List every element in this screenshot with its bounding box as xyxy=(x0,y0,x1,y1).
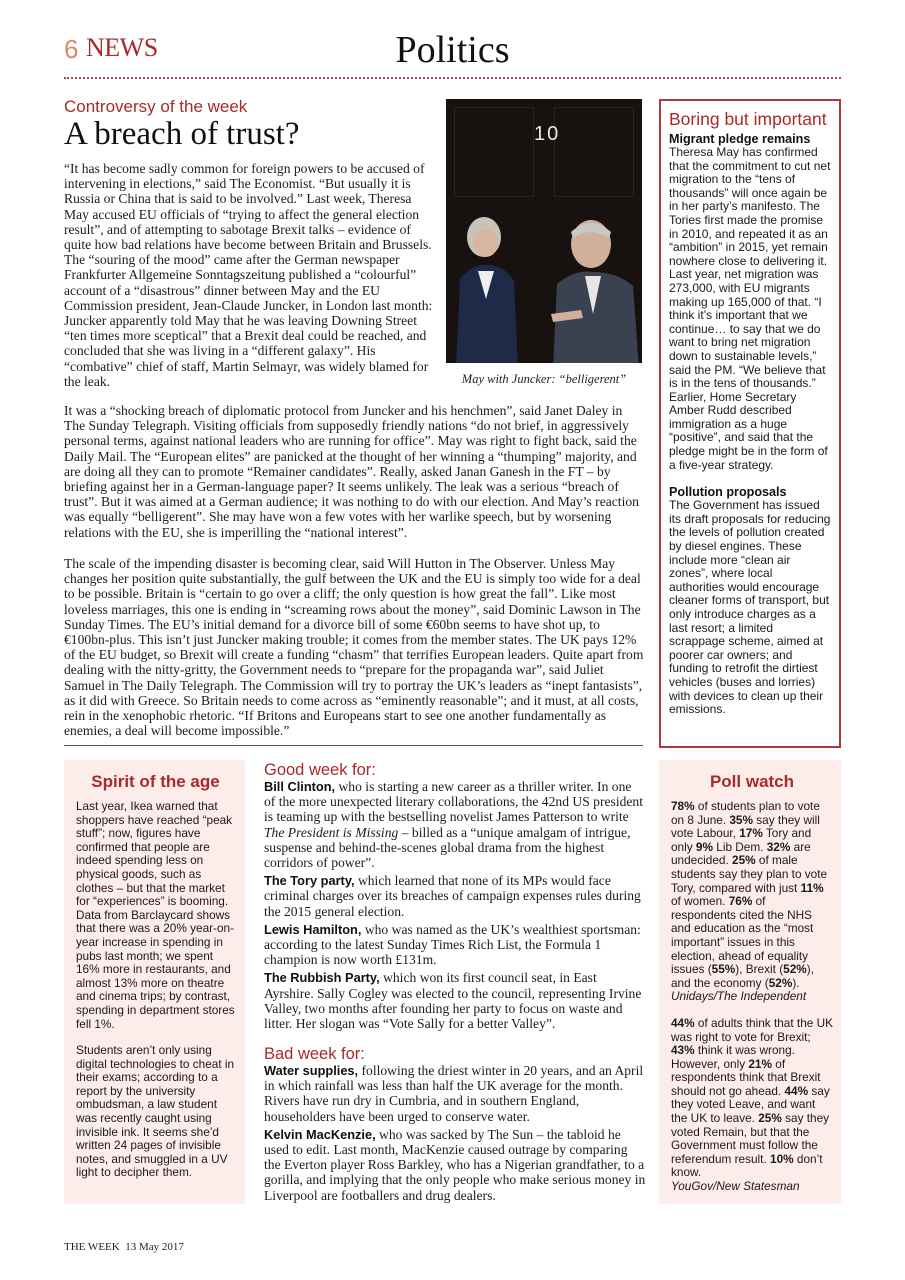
item-text: The Government has issued its draft proposals for reducing the levels of pollution created by diesel engines. These include more “clean air zones”, where local authorities would encourage cleaner forms of transport, but only introduce charges as a last resort; a limited scrappage scheme, aimed at poorer car owners; and funding to retrofit the dirtiest vehicles (buses and lorries) with devices to clean up their emissions. xyxy=(669,498,831,717)
page-header xyxy=(64,28,841,80)
article-kicker: Controversy of the week xyxy=(64,97,248,116)
theresa-may-figure xyxy=(452,209,522,363)
item-name: The Tory party, xyxy=(264,873,355,889)
item-text: Theresa May has confirmed that the commitment to cut net migration to the “tens of thousands” will once again be in her party’s manifesto. The Tories first made the promise in 2010, and repeated it as an “ambition” in 2015, yet remain nowhere close to delivering it. Last year, net migration was 273,000, with EU migrants making up 165,000 of that. “I think it’s important that we continue… to say that we do want to bring net migration down to sustainable levels,” said the PM. “We believe that is in the tens of thousands.” Earlier, Home Secretary Amber Rudd described immigration as a huge “positive”, and said that the pledge might be in the form of a five-year strategy. xyxy=(669,145,831,472)
item-text: following the driest winter in 20 years, and an April in which rainfall was less than half the UK average for the month. Rivers have run dry in Cumbria, and in southern England, householders have been urged to conserve water. xyxy=(264,1063,644,1124)
juncker-figure xyxy=(551,214,641,363)
article-divider xyxy=(64,745,643,746)
page-number: 6 xyxy=(64,34,79,64)
list-item xyxy=(264,873,646,919)
item-name: Kelvin MacKenzie, xyxy=(264,1126,376,1142)
page-footer xyxy=(64,1241,184,1253)
page-title: Politics xyxy=(395,29,510,71)
article-paragraph-1: “It has become sadly common for foreign powers to be accused of intervening in elections,” said The Economist. “But usually it is Russia or China that is said to be involved.” Last week, Theresa May accused EU officials of “trying to affect the general election result”, and of attempting to sabotage Brexit talks – evidence of quite how bad relations have become between Britain and Brussels. The “souring of the mood” came after the German newspaper Frankfurter Allgemeine Sonntagszeitung published a “colourful” account of a “disastrous” dinner between May and the EU Commission president, Jean-Claude Juncker, in London last month: Juncker apparently told May that he was leaving Downing Street “ten times more sceptical” that a Brexit deal could be reached, and concluded that she was living in a “different galaxy”. His “combative” chief of staff, Martin Selmayr, was widely blamed for the leak. xyxy=(64,161,433,389)
spirit-of-the-age-box xyxy=(64,760,245,1204)
section-label: NEWS xyxy=(86,33,158,62)
item-name: Water supplies, xyxy=(264,1063,359,1078)
poll-figure: 11% xyxy=(800,880,824,895)
item-name: The Rubbish Party, xyxy=(264,970,380,986)
poll-text: 44% of adults think that the UK was right to vote for Brexit; 43% think it was wrong. However, only 21% of respondents think that Brexit should not go ahead. 44% say they voted Leave, and want the UK to leave. 25% say they voted Remain, but that the Government must follow the referendum result. 10% don’t know. xyxy=(671,1015,833,1180)
poll-figure: 76% xyxy=(728,894,753,909)
item-text: who was sacked by The Sun – the tabloid he used to edit. Last month, MacKenzie caused outrage by comparing the Everton player Ross Barkley, who has a Nigerian grandfather, to a gorilla, and implying that the only people who make serious money in Liverpool are footballers and drug dealers. xyxy=(264,1126,646,1203)
box-paragraph: Students aren’t only using digital technologies to cheat in their exams; according to a report by the university ombudsman, a law student was recently caught using invisible ink. It seems she’d written 24 pages of invisible notes, and smuggled in a UV light to decipher them. xyxy=(76,1043,235,1180)
issue-date: 13 May 2017 xyxy=(125,1241,184,1253)
item-name: Bill Clinton, xyxy=(264,779,336,794)
item-text: which won its first council seat, in East Ayrshire. Sally Cogley was elected to the council, representing Irvine Valley, two months after founding her party to focus on waste and litter. Her slogan was “Vote Sally for a better Valley”. xyxy=(264,970,642,1032)
poll-figure: 44% xyxy=(671,1015,695,1030)
bad-week-section xyxy=(264,1045,646,1206)
boring-but-important-box xyxy=(659,99,841,748)
book-title: The President is Missing xyxy=(264,824,399,840)
poll-figure: 43% xyxy=(671,1043,695,1058)
item-text: who is starting a new career as a thriller writer. In one of the more unexpected literary collaborations, the 42nd US president is teaming up with the bestselling novelist James Patterson to write xyxy=(264,779,643,825)
poll-figure: 21% xyxy=(748,1056,772,1071)
article-headline: A breach of trust? xyxy=(64,116,300,152)
box-title: Boring but important xyxy=(669,109,827,129)
box-paragraph: Last year, Ikea warned that shoppers have reached “peak stuff”; now, figures have confirmed that people are indeed spending less on physical goods, such as clothes – but that the market for “experiences” is booming. Data from Barclaycard shows that there was a 20% year-on-year increase in spending in pubs last month; we spent 16% more in restaurants, and almost 13% more on theatre and cinema trips; by contrast, spending in department stores fell 1%. xyxy=(76,799,235,1031)
article-paragraph-3: The scale of the impending disaster is becoming clear, said Will Hutton in The Observer. Unless May changes her position quite substantially, the gulf between the UK and the EU is simply too wide for a deal to be possible. Britain is “certain to go over a cliff; the only question is how great the fall”. Like most loveless marriages, this one is ending in “screaming rows about the money”, said Dominic Lawson in The Sunday Times. The EU’s initial demand for a divorce bill of some €60bn seems to have shot up, to €100bn-plus. This isn’t just Juncker making trouble; it comes from the member states. The UK pays 12% of the EU budget, so Brexit will create a funding “chasm” that terrifies European leaders. Quite apart from dealing with the nitty-gritty, the Government needs to “prepare for the propaganda war”, said Juliet Samuel in The Daily Telegraph. The Commission will try to portray the UK’s leaders as “inept fantasists”, as it did with Greece. So Britain needs to come across as “eminently reasonable”; and it must, at all costs, rein in the xenophobic rhetoric. “If Britons and Europeans start to see one another fundamentally as enemies, a deal will become impossible.” xyxy=(64,556,644,739)
list-item xyxy=(264,1063,646,1124)
box-title: Spirit of the age xyxy=(91,772,220,791)
list-item xyxy=(264,922,646,968)
door-panel xyxy=(454,107,534,197)
item-name: Lewis Hamilton, xyxy=(264,921,362,937)
header-divider xyxy=(64,77,841,79)
poll-figure: 55% xyxy=(711,962,736,977)
list-item xyxy=(264,1127,646,1203)
poll-figure: 17% xyxy=(739,826,763,841)
item-text: who was named as the UK’s wealthiest sportsman: according to the latest Sunday Times Rich List, the Formula 1 champion is now worth £131m. xyxy=(264,921,641,968)
article-paragraph-2: It was a “shocking breach of diplomatic protocol from Juncker and his henchmen”, said Janet Daley in The Sunday Telegraph. Visiting officials from supposedly friendly nations “do not brief, in aggressively personal terms, against national leaders who are running for office”. May was right to fight back, said the Daily Mail. The “European elites” are panicked at the thought of her winning a “thumping” majority, and are doing all they can to promote “Remainer candidates”. Really, asked Janan Ganesh in the FT – by briefing against her in a German-language paper? It seems unlikely. The leak was a serious “breach of trust”. But it was aimed at a German audience; it was nothing to do with our election. And May’s reaction was equally “belligerent”. She may have won a few votes with her warlike speech, but by worsening relations with the EU, she is imperilling the “national interest”. xyxy=(64,403,639,540)
poll-figure: 52% xyxy=(768,975,793,990)
item-heading: Pollution proposals xyxy=(669,485,787,500)
poll-figure: 78% xyxy=(671,799,695,813)
poll-watch-box xyxy=(659,760,841,1204)
poll-figure: 9% xyxy=(695,839,713,854)
poll-figure: 10% xyxy=(770,1151,794,1166)
poll-figure: 35% xyxy=(729,812,753,827)
poll-figure: 52% xyxy=(783,962,807,977)
list-item xyxy=(264,970,646,1031)
poll-source: YouGov/New Statesman xyxy=(671,1179,800,1194)
door-number: 10 xyxy=(534,123,561,145)
section-title: Bad week for: xyxy=(264,1045,365,1063)
item-text: which learned that none of its MPs would face criminal charges over its breaches of campaign expenses rules during the 2015 general election. xyxy=(264,873,641,919)
poll-figure: 32% xyxy=(766,839,791,854)
item-text: – billed as a “unique amalgam of intrigue, suspense and behind-the-scenes global drama from the highest corridors of power”. xyxy=(264,824,631,871)
box-title: Poll watch xyxy=(709,772,795,791)
poll-figure: 25% xyxy=(758,1111,782,1126)
item-heading: Migrant pledge remains xyxy=(669,132,811,146)
poll-figure: 44% xyxy=(784,1083,809,1098)
section-title: Good week for: xyxy=(264,761,376,779)
publication-name: THE WEEK xyxy=(64,1241,120,1253)
poll-figure: 25% xyxy=(732,853,756,868)
photo-caption: May with Juncker: “belligerent” xyxy=(461,372,627,386)
list-item xyxy=(264,779,646,870)
door-panel xyxy=(554,107,634,197)
good-week-section xyxy=(264,761,646,1034)
article-photo xyxy=(446,99,642,363)
poll-source: Unidays/The Independent xyxy=(671,989,807,1004)
poll-text: 78% of students plan to vote on 8 June. 35% say they will vote Labour, 17% Tory and only 9% Lib Dem. 32% are undecided. 25% of male students say they plan to vote Tory, compared with just 11% of women. 76% of respondents cited the NHS and education as the “most important” issues in this election, ahead of equality issues (55%), Brexit (52%), and the economy (52%). xyxy=(671,799,828,990)
